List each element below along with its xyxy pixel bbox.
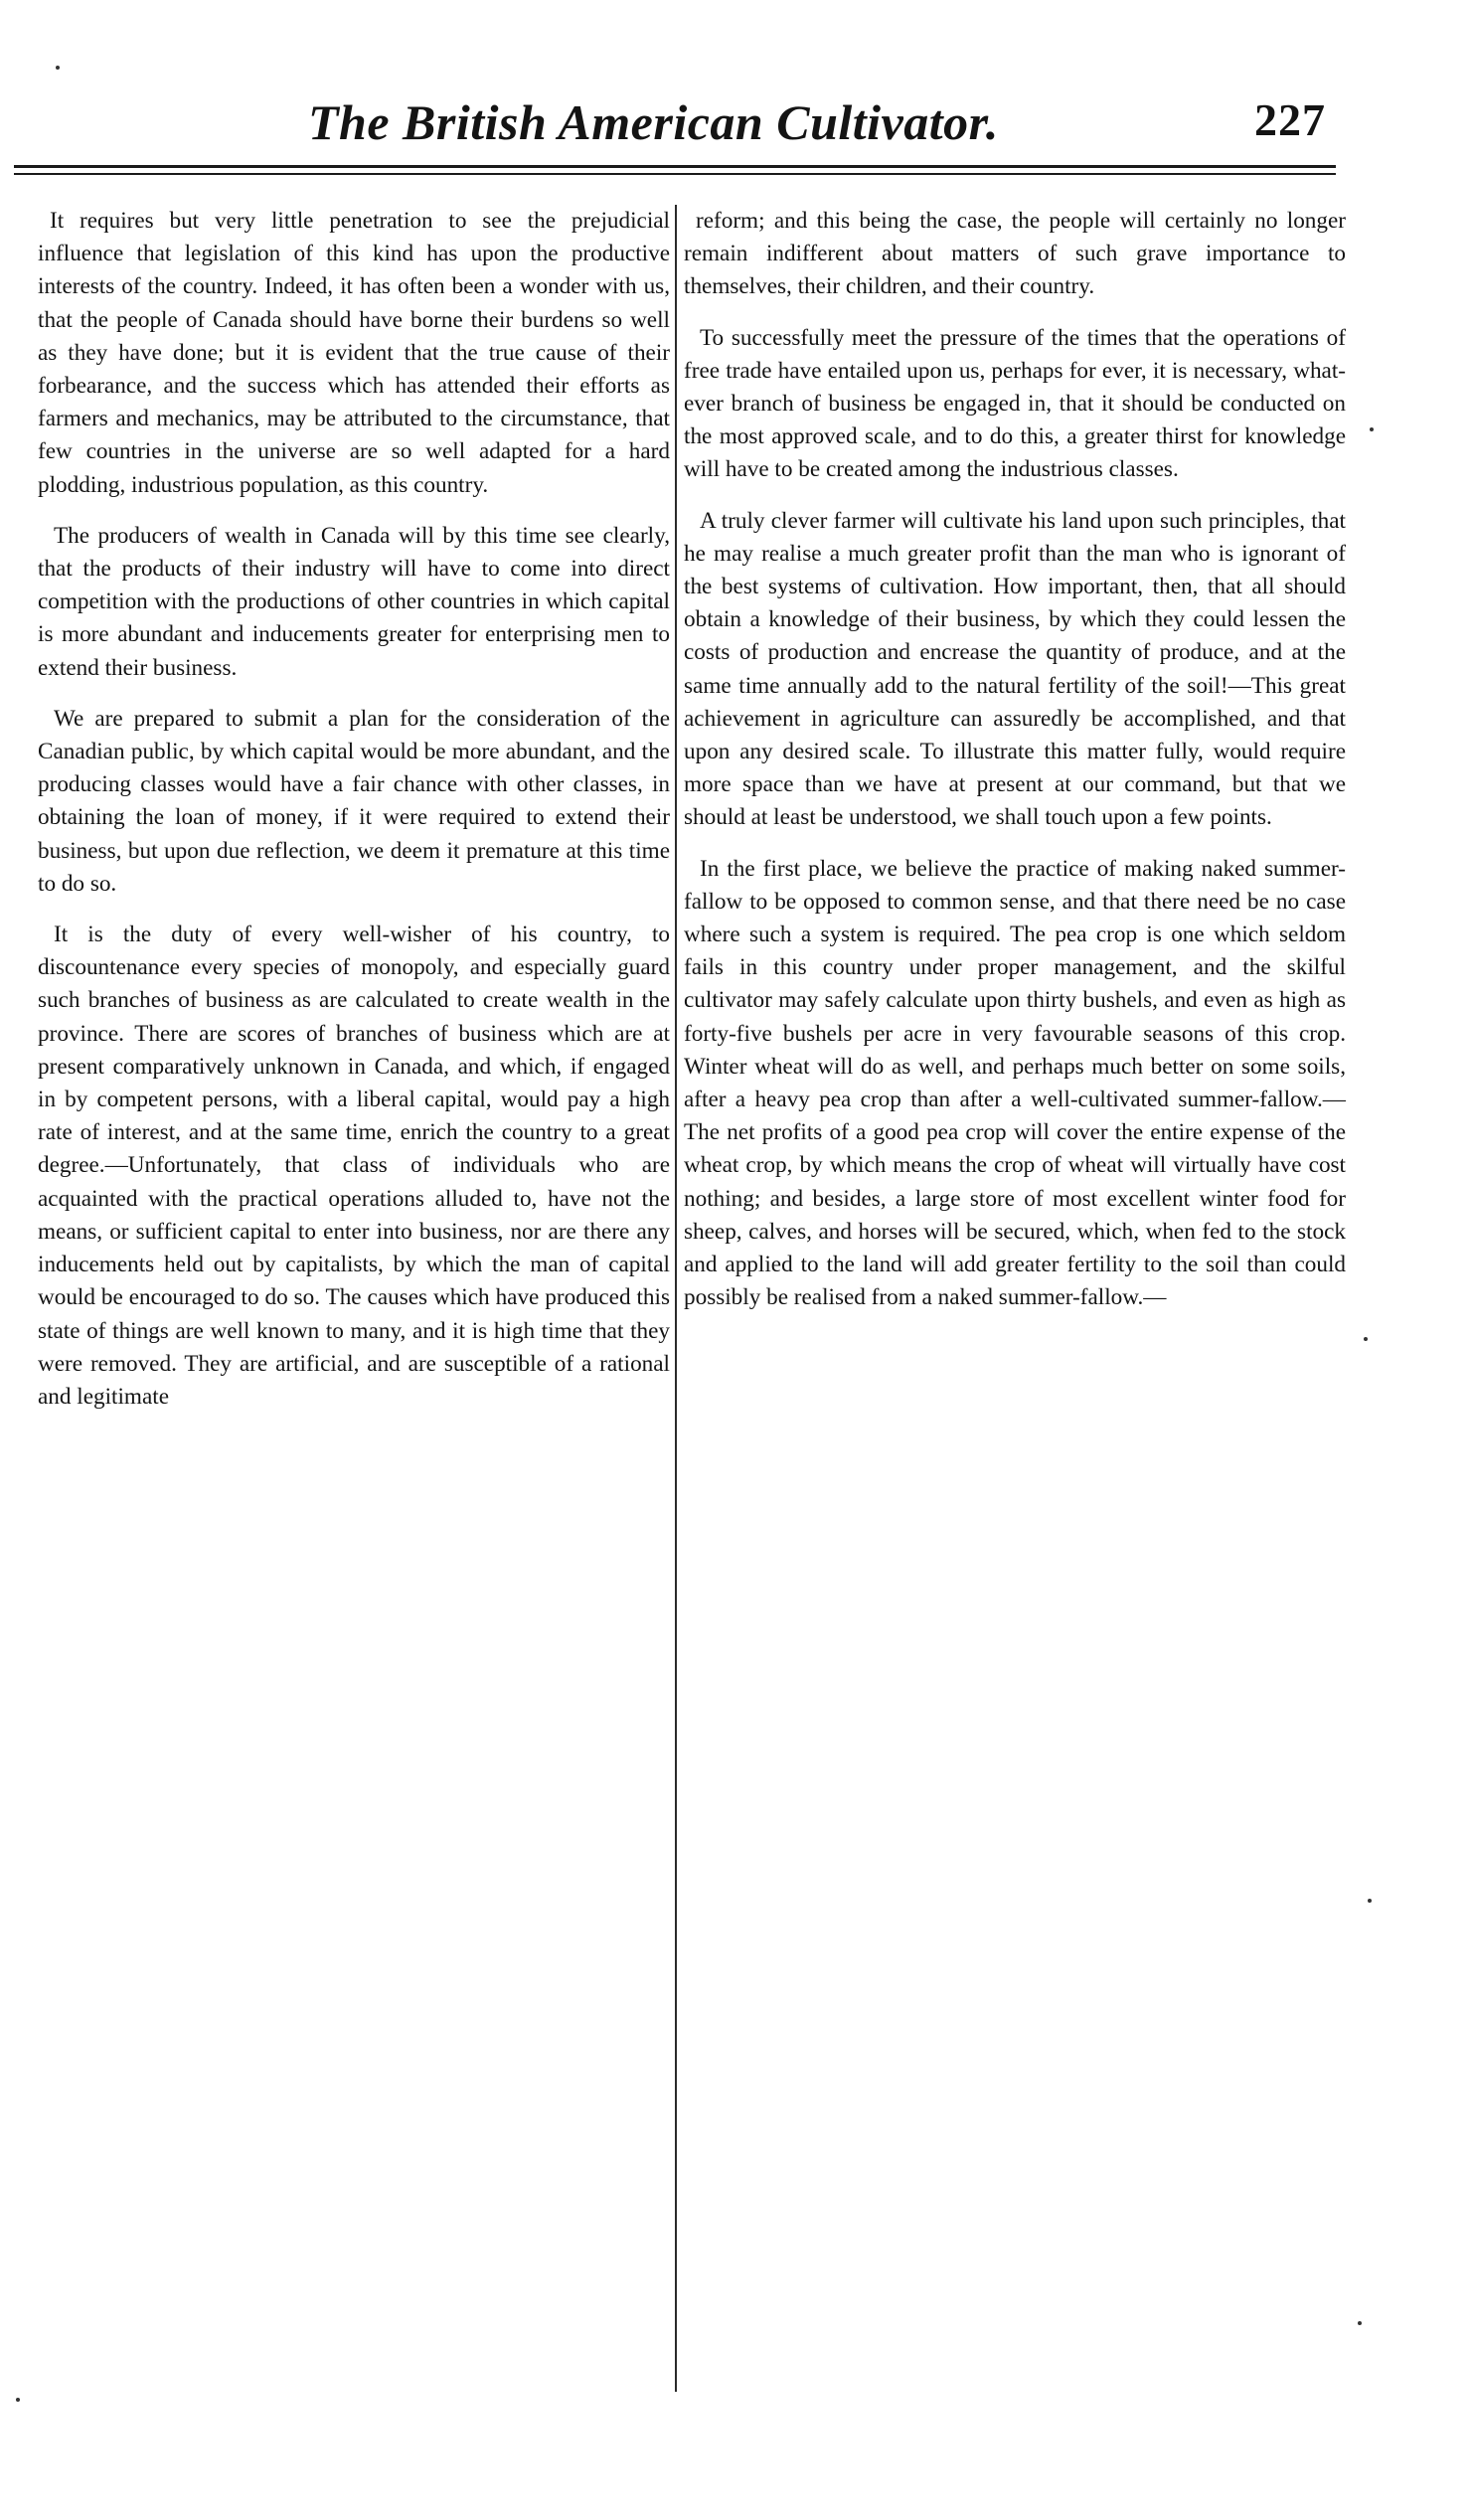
print-speck: [1364, 1337, 1368, 1341]
paragraph: It is the duty of every well-wisher of his country, to discountenance every species of monopoly, and especially guard such branches of business as are calculated to create wealth in the province. There are scores of branches of business which are at present comparatively unknown in Canada, and which, if engaged in by competent persons, with a liberal capital, would pay a high rate of interest, and at the same time, enrich the country to a great degree.—Unfortunately, that class of individuals who are acquainted with the practical operations alluded to, have not the means, or sufficient capital to enter into business, nor are there any inducements held out by capitalists, by which the man of capital would be encouraged to do so. The causes which have produced this state of things are well known to many, and it is high time that they were removed. They are artificial, and are susceptible of a rational and legitimate: [38, 922, 670, 1410]
paragraph: The producers of wealth in Canada will by this time see clearly, that the products of their industry will have to come into direct competition with the productions of other countries in which capital is more abundant and inducements greater for enterprising men to extend their business.: [38, 522, 670, 681]
print-speck: [56, 66, 60, 70]
header-rule-thin: [14, 173, 1336, 175]
page-number: 227: [1254, 94, 1326, 145]
paragraph: We are prepared to submit a plan for the consideration of the Canadian public, by which capital would be more abundant, and the producing classes would have a fair chance with other classes, in obtaining the loan of money, if it were required to extend their business, but upon due reflection, we deem it premature at this time to do so.: [38, 705, 670, 897]
paragraph: It requires but very little penetration to see the prejudicial influence that legislation of this kind has upon the productive interests of the country. Indeed, it has often been a wonder with us, that the people of Canada should have borne their burdens so well as they have done; but it is evident that the true cause of their forbearance, and the success which has attended their efforts as farmers and mechanics, may be attributed to the circumstance, that few countries in the universe are so well adapted for a hard plodding, industrious population, as this country.: [38, 208, 670, 498]
print-speck: [16, 2398, 20, 2402]
left-column: [38, 205, 670, 1431]
column-divider: [675, 205, 677, 2392]
print-speck: [1370, 427, 1374, 431]
running-title: The British American Cultivator.: [308, 94, 999, 150]
header-rule-thick: [14, 165, 1336, 168]
page-header: [0, 91, 1470, 161]
paragraph: reform; and this being the case, the people will certainly no longer remain indifferent about matters of such grave importance to themselves, their children, and their country.: [684, 208, 1346, 300]
print-speck: [1368, 1899, 1372, 1903]
right-column: [684, 205, 1346, 1333]
paragraph: A truly clever farmer will cultivate his land upon such principles, that he may realise a much greater profit than the man who is ignorant of the best systems of cultivation. How important, then, that all should obtain a knowledge of their business, by which they could lessen the costs of production and encrease the quantity of produce, and at the same time annually add to the natural fertility of the soil!—This great achievement in agriculture can assuredly be accomplished, and that upon any desired scale. To illustrate this matter fully, would require more space than we have at present at our command, but that we should at least be understood, we shall touch upon a few points.: [684, 507, 1346, 831]
paragraph: In the first place, we believe the practice of making naked summer-fallow to be opposed to common sense, and that there need be no case where such a system is required. The pea crop is one which seldom fails in this country under proper management, and the skilful cultivator may safely calculate upon thirty bushels, and even as high as forty-five bushels per acre in very favourable seasons of this crop. Winter wheat will do as well, and perhaps much better on some soils, after a heavy pea crop than after a well-cultivated summer-fallow.—The net profits of a good pea crop will cover the entire expense of the wheat crop, by which means the crop of wheat will virtually have cost nothing; and besides, a large store of most excellent winter food for sheep, calves, and horses will be secured, which, when fed to the stock and applied to the land will add greater fertility to the soil than could possibly be realised from a naked summer-fallow.—: [684, 855, 1346, 1311]
print-speck: [1358, 2321, 1362, 2325]
paragraph: To successfully meet the pressure of the times that the operations of free trade have entailed upon us, perhaps for ever, it is necessary, what-ever branch of business be engaged in, that it should be conducted on the most approved scale, and to do this, a greater thirst for knowledge will have to be created among the industrious classes.: [684, 324, 1346, 483]
